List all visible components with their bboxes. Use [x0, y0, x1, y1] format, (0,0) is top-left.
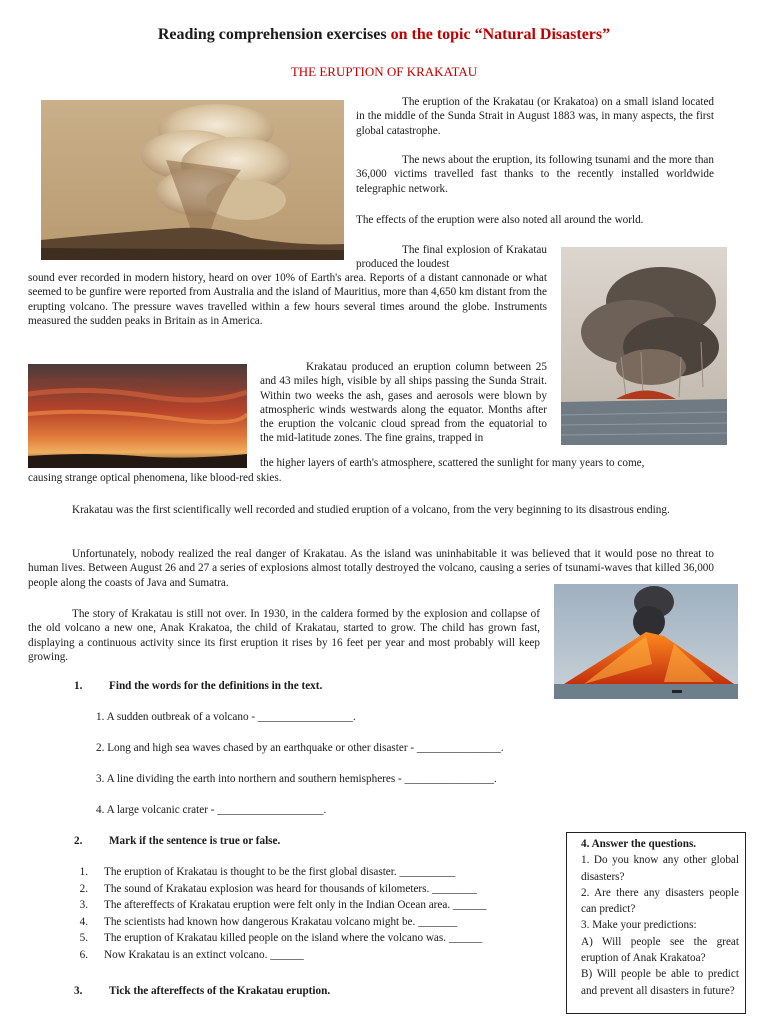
paragraph-5-middle: the higher layers of earth's atmosphere, scattered the sunlight for many years to come, [260, 457, 645, 469]
paragraph-3: The effects of the eruption were also noted all around the world. [356, 214, 644, 226]
definition-item-2: 2. Long and high sea waves chased by an earthquake or other disaster - _______________. [96, 742, 504, 754]
definition-item-3: 3. A line dividing the earth into northern and southern hemispheres - ________________. [96, 773, 497, 785]
definition-item-1: 1. A sudden outbreak of a volcano - _________________. [96, 711, 356, 723]
paragraph-8: The story of Krakatau is still not over. In 1930, in the caldera formed by the explosion and collapse of the old volcano a new one, Anak Krakatoa, the child of Krakatau, started to grow. The child has grown fast, displaying a continuous activity since its first eruption it rises by 16 feet per year and most probably will keep growing. [28, 608, 540, 663]
exercise-1-heading: Find the words for the definitions in the text. [109, 680, 323, 692]
exercise-3-number: 3. [74, 985, 83, 997]
exercise-1-number: 1. [74, 680, 83, 692]
paragraph-4-start: The final explosion of Krakatau produced the loudest [356, 244, 547, 271]
true-false-item: 3. The aftereffects of Krakatau eruption were felt only in the Indian Ocean area. ______ [79, 899, 487, 911]
exercise-2-number: 2. [74, 835, 83, 847]
exercise-4-box [566, 832, 746, 1014]
page-title [0, 26, 768, 44]
exercise-3-heading: Tick the aftereffects of the Krakatau eruption. [109, 985, 331, 997]
paragraph-5-end: causing strange optical phenomena, like blood-red skies. [28, 472, 282, 484]
eruption-cloud-photo [41, 100, 344, 260]
title-part-a: Reading comprehension exercises [157, 26, 391, 43]
true-false-list [66, 864, 566, 963]
title-part-b: on the topic “Natural Disasters” [390, 26, 611, 43]
paragraph-2: The news about the eruption, its following tsunami and the more than 36,000 victims travelled fast thanks to the recently installed worldwide telegraphic network. [356, 154, 714, 195]
exercise-4-heading: 4. Answer the questions. [581, 838, 697, 850]
paragraph-6: Krakatau was the first scientifically well recorded and studied eruption of a volcano, from the very beginning to its disastrous ending. [72, 504, 670, 516]
true-false-item: 4. The scientists had known how dangerous Krakatau volcano might be. _______ [79, 915, 458, 928]
paragraph-5-start: Krakatau produced an eruption column between 25 and 43 miles high, visible by all ships passing the Sunda Strait. Within two weeks the ash, gases and aerosols were blown by atmospheric winds westwards along the equator. Months after the eruption the volcanic cloud spread from the equatorial to the mid-latitude zones. The fine grains, trapped in [260, 361, 547, 445]
page-subtitle: THE ERUPTION OF KRAKATAU [290, 64, 478, 79]
true-false-item: 2. The sound of Krakatau explosion was heard for thousands of kilometers. ________ [79, 882, 477, 895]
exercise-2-heading: Mark if the sentence is true or false. [109, 835, 281, 847]
anak-krakatoa-photo [554, 584, 738, 699]
paragraph-1: The eruption of the Krakatau (or Krakatoa) on a small island located in the middle of the Sunda Strait in August 1883 was, in many aspects, the first global catastrophe. [356, 96, 714, 137]
definition-item-4: 4. A large volcanic crater - ___________________. [96, 804, 327, 816]
paragraph-7: Unfortunately, nobody realized the real danger of Krakatau. As the island was uninhabitable it was believed that it would pose no threat to human lives. Between August 26 and 27 a series of explosions almost totally destroyed the volcano, causing a series of tsunami-waves that killed 36,000 people along the coasts of Java and Sumatra. [28, 548, 714, 589]
red-sky-painting [28, 364, 247, 468]
question-line: 2. Are there any disasters people can predict? [581, 886, 739, 916]
question-line: 1. Do you know any other global disasters? [581, 854, 739, 883]
question-line: 3. Make your predictions: [581, 919, 697, 932]
paragraph-4-rest: sound ever recorded in modern history, heard on over 10% of Earth's area. Reports of a distant cannonade or what seemed to be gunfire were reported from Australia and the island of Mauritius, more than 4,650 km distant from the erupting volcano. The pressure waves travelled within a few hours several times around the globe. Instruments measured the sudden peaks in Britain as in America. [28, 272, 547, 327]
volcano-illustration [561, 247, 727, 445]
question-line: A) Will people see the great eruption of Anak Krakatoa? [581, 935, 739, 965]
true-false-item: 1. The eruption of Krakatau is thought to be the first global disaster. __________ [79, 866, 456, 878]
true-false-item: 6. Now Krakatau is an extinct volcano. ______ [79, 948, 304, 961]
question-line: B) Will people be able to predict and prevent all disasters in future? [581, 968, 739, 997]
true-false-item: 5. The eruption of Krakatau killed people on the island where the volcano was. ______ [79, 932, 483, 944]
